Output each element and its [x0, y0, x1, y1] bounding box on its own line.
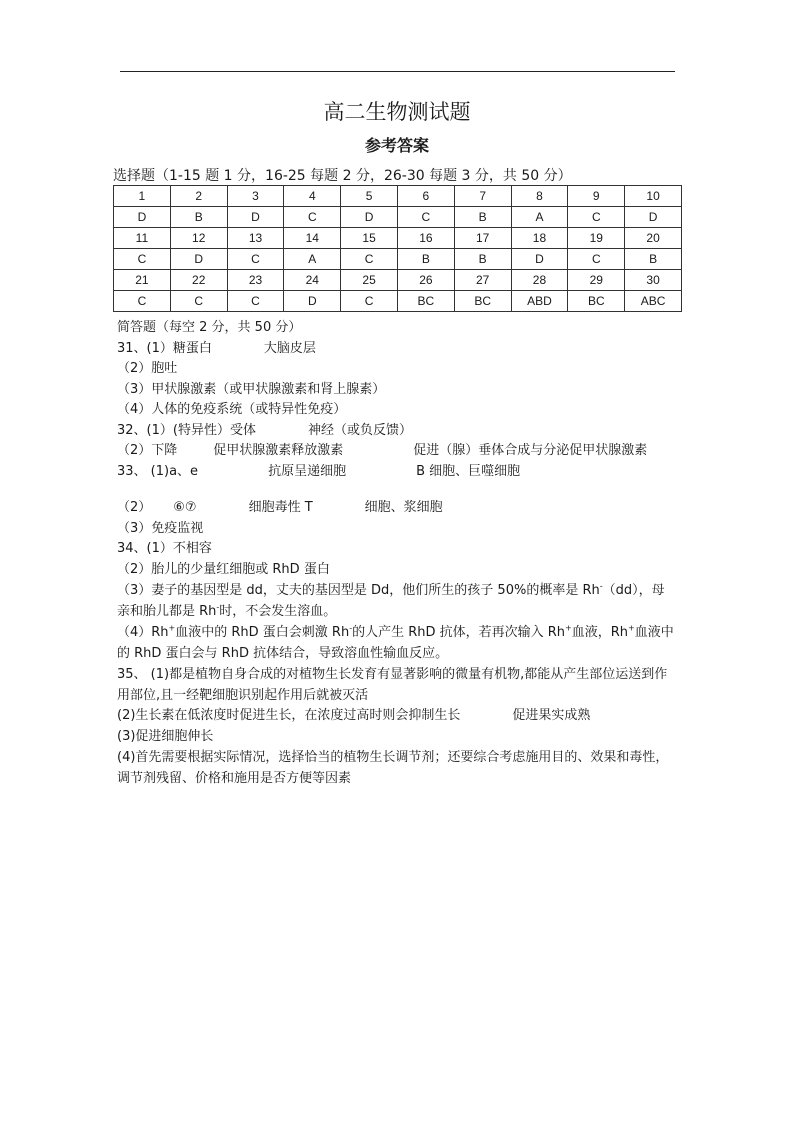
table-cell: ABC: [625, 291, 682, 312]
table-row: [114, 228, 682, 249]
q33-line-3: （3）免疫监视: [117, 520, 204, 536]
table-cell: 27: [454, 270, 511, 291]
table-row: [114, 186, 682, 207]
table-cell: D: [114, 207, 171, 228]
table-cell: C: [227, 291, 284, 312]
table-cell: D: [511, 249, 568, 270]
table-cell: 8: [511, 186, 568, 207]
table-cell: 22: [170, 270, 227, 291]
q34-line-4: （4）Rh+血液中的 RhD 蛋白会刺激 Rh-的人产生 RhD 抗体，若再次输入 Rh+血液，Rh+血液中的 RhD 蛋白会与 RhD 抗体结合，导致溶血性输血反应。: [117, 623, 674, 661]
table-row: [114, 249, 682, 270]
q34-line-2: （2）胎儿的少量红细胞或 RhD 蛋白: [117, 561, 330, 577]
table-row: [114, 207, 682, 228]
table-cell: 23: [227, 270, 284, 291]
table-cell: 6: [397, 186, 454, 207]
table-cell: 14: [284, 228, 341, 249]
table-cell: 30: [625, 270, 682, 291]
table-cell: D: [170, 249, 227, 270]
table-cell: 21: [114, 270, 171, 291]
q32-line-2: （2）下降 促甲状腺激素释放激素 促进（腺）垂体合成与分泌促甲状腺激素: [117, 443, 648, 458]
table-cell: 15: [341, 228, 398, 249]
q31-line-1: 31、(1）糖蛋白 大脑皮层: [117, 340, 316, 356]
q31-line-3: （3）甲状腺激素（或甲状腺激素和肾上腺素）: [117, 381, 386, 397]
table-cell: A: [511, 207, 568, 228]
table-cell: B: [625, 249, 682, 270]
table-cell: 2: [170, 186, 227, 207]
table-cell: 12: [170, 228, 227, 249]
table-cell: BC: [568, 291, 625, 312]
table-cell: C: [341, 249, 398, 270]
q35-line-3: (3)促进细胞伸长: [117, 728, 214, 744]
table-row: [114, 270, 682, 291]
table-cell: C: [397, 207, 454, 228]
table-cell: B: [454, 249, 511, 270]
short-answer-section: [117, 318, 677, 789]
table-cell: 19: [568, 228, 625, 249]
q34-line-1: 34、(1）不相容: [117, 541, 212, 556]
table-cell: 24: [284, 270, 341, 291]
table-cell: 1: [114, 186, 171, 207]
table-cell: C: [568, 207, 625, 228]
q34-line-3: （3）妻子的基因型是 dd，丈夫的基因型是 Dd，他们所生的孩子 50%的概率是 Rh-（dd），母亲和胎儿都是 Rh-时，不会发生溶血。: [117, 581, 665, 619]
table-cell: 7: [454, 186, 511, 207]
page-title: 高二生物测试题: [323, 100, 471, 124]
table-cell: C: [227, 249, 284, 270]
table-cell: ABD: [511, 291, 568, 312]
q32-line-1: 32、(1）(特异性）受体 神经（或负反馈）: [117, 422, 412, 438]
q35-line-1: 35、 (1)都是植物自身合成的对植物生长发育有显著影响的微量有机物,都能从产生部位运送到作用部位,且一经靶细胞识别起作用后就被灭活: [117, 667, 668, 703]
table-cell: C: [341, 291, 398, 312]
table-cell: 9: [568, 186, 625, 207]
q35-line-2: (2)生长素在低浓度时促进生长，在浓度过高时则会抑制生长 促进果实成熟: [117, 708, 591, 723]
table-cell: D: [341, 207, 398, 228]
table-cell: B: [170, 207, 227, 228]
table-cell: 17: [454, 228, 511, 249]
table-cell: 20: [625, 228, 682, 249]
answer-table: [113, 185, 682, 312]
q31-line-2: （2）胞吐: [117, 361, 178, 376]
q33-line-2: （2） ⑥⑦ 细胞毒性 T 细胞、浆细胞: [117, 500, 443, 515]
table-cell: D: [625, 207, 682, 228]
short-section-heading: 简答题（每空 2 分，共 50 分）: [117, 320, 302, 335]
header-rule: [120, 71, 675, 72]
table-cell: D: [227, 207, 284, 228]
table-cell: C: [114, 291, 171, 312]
table-cell: 11: [114, 228, 171, 249]
table-cell: BC: [454, 291, 511, 312]
table-cell: C: [284, 207, 341, 228]
table-cell: 13: [227, 228, 284, 249]
table-cell: 29: [568, 270, 625, 291]
table-cell: 18: [511, 228, 568, 249]
q31-line-4: （4）人体的免疫系统（或特异性免疫）: [117, 402, 347, 417]
table-cell: 28: [511, 270, 568, 291]
table-cell: B: [397, 249, 454, 270]
table-cell: 5: [341, 186, 398, 207]
table-cell: 26: [397, 270, 454, 291]
table-cell: 25: [341, 270, 398, 291]
q35-line-4: (4)首先需要根据实际情况，选择恰当的植物生长调节剂；还要综合考虑施用目的、效果和毒性，调节剂残留、价格和施用是否方便等因素: [117, 750, 669, 786]
q33-line-1: 33、 (1)a、e 抗原呈递细胞 B 细胞、巨噬细胞: [117, 463, 521, 479]
page-subtitle: 参考答案: [364, 136, 429, 155]
table-cell: D: [284, 291, 341, 312]
table-cell: 10: [625, 186, 682, 207]
table-cell: 4: [284, 186, 341, 207]
table-cell: B: [454, 207, 511, 228]
table-cell: C: [114, 249, 171, 270]
table-cell: 16: [397, 228, 454, 249]
mc-section-heading: 选择题（1-15 题 1 分，16-25 每题 2 分，26-30 每题 3 分，共 50 分）: [113, 168, 572, 184]
table-row: [114, 291, 682, 312]
table-cell: C: [170, 291, 227, 312]
table-cell: BC: [397, 291, 454, 312]
table-cell: C: [568, 249, 625, 270]
table-cell: A: [284, 249, 341, 270]
table-cell: 3: [227, 186, 284, 207]
